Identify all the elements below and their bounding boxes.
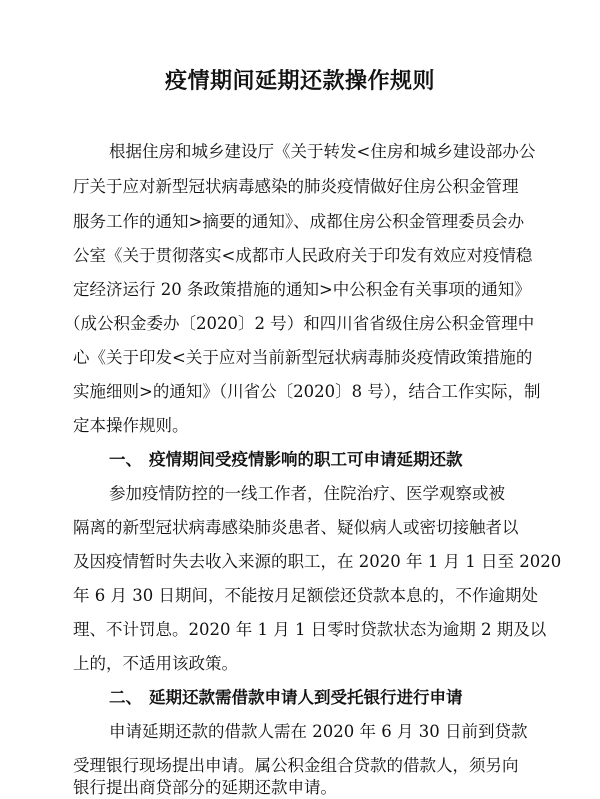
section-1-line: 年 6 月 30 日期间，不能按月足额偿还贷款本息的，不作逾期处	[73, 586, 538, 605]
section-1-line: 参加疫情防控的一线工作者，住院治疗、医学观察或被	[109, 484, 505, 503]
section-2-number: 二、	[109, 688, 142, 707]
intro-line: 定本操作规则。	[73, 416, 189, 435]
section-1-line: 及因疫情暂时失去收入来源的职工，在 2020 年 1 月 1 日至 2020	[73, 552, 562, 571]
section-2-title: 延期还款需借款申请人到受托银行进行申请	[149, 688, 463, 707]
intro-line: 厅关于应对新型冠状病毒感染的肺炎疫情做好住房公积金管理	[73, 177, 519, 196]
section-1-line: 上的，不适用该政策。	[73, 654, 238, 673]
section-1-line: 隔离的新型冠状病毒感染肺炎患者、疑似病人或密切接触者以	[73, 518, 519, 537]
section-2-line: 受理银行现场提出申请。属公积金组合贷款的借款人，须另向	[73, 756, 519, 775]
section-1-heading	[109, 450, 463, 470]
section-1-line: 理、不计罚息。2020 年 1 月 1 日零时贷款状态为逾期 2 期及以	[73, 620, 547, 639]
document-title: 疫情期间延期还款操作规则	[164, 69, 435, 94]
section-2-line: 银行提出商贷部分的延期还款申请。	[73, 778, 337, 797]
intro-line: 服务工作的通知>摘要的通知》、成都住房公积金管理委员会办	[73, 212, 525, 231]
intro-line: 公室《关于贯彻落实<成都市人民政府关于印发有效应对疫情稳	[73, 246, 533, 265]
section-1-number: 一、	[109, 450, 142, 469]
section-1-title: 疫情期间受疫情影响的职工可申请延期还款	[149, 450, 463, 469]
section-2-line: 申请延期还款的借款人需在 2020 年 6 月 30 日前到贷款	[109, 722, 528, 741]
section-2-heading	[109, 688, 463, 708]
intro-line: 定经济运行 20 条政策措施的通知>中公积金有关事项的通知》	[73, 280, 531, 299]
intro-line: （成公积金委办〔2020〕2 号）和四川省省级住房公积金管理中	[64, 314, 535, 333]
intro-line: 心《关于印发<关于应对当前新型冠状病毒肺炎疫情政策措施的	[73, 348, 533, 367]
intro-line: 根据住房和城乡建设厅《关于转发<住房和城乡建设部办公	[109, 142, 536, 161]
intro-line: 实施细则>的通知》（川省公〔2020〕8 号），结合工作实际，制	[73, 382, 541, 401]
